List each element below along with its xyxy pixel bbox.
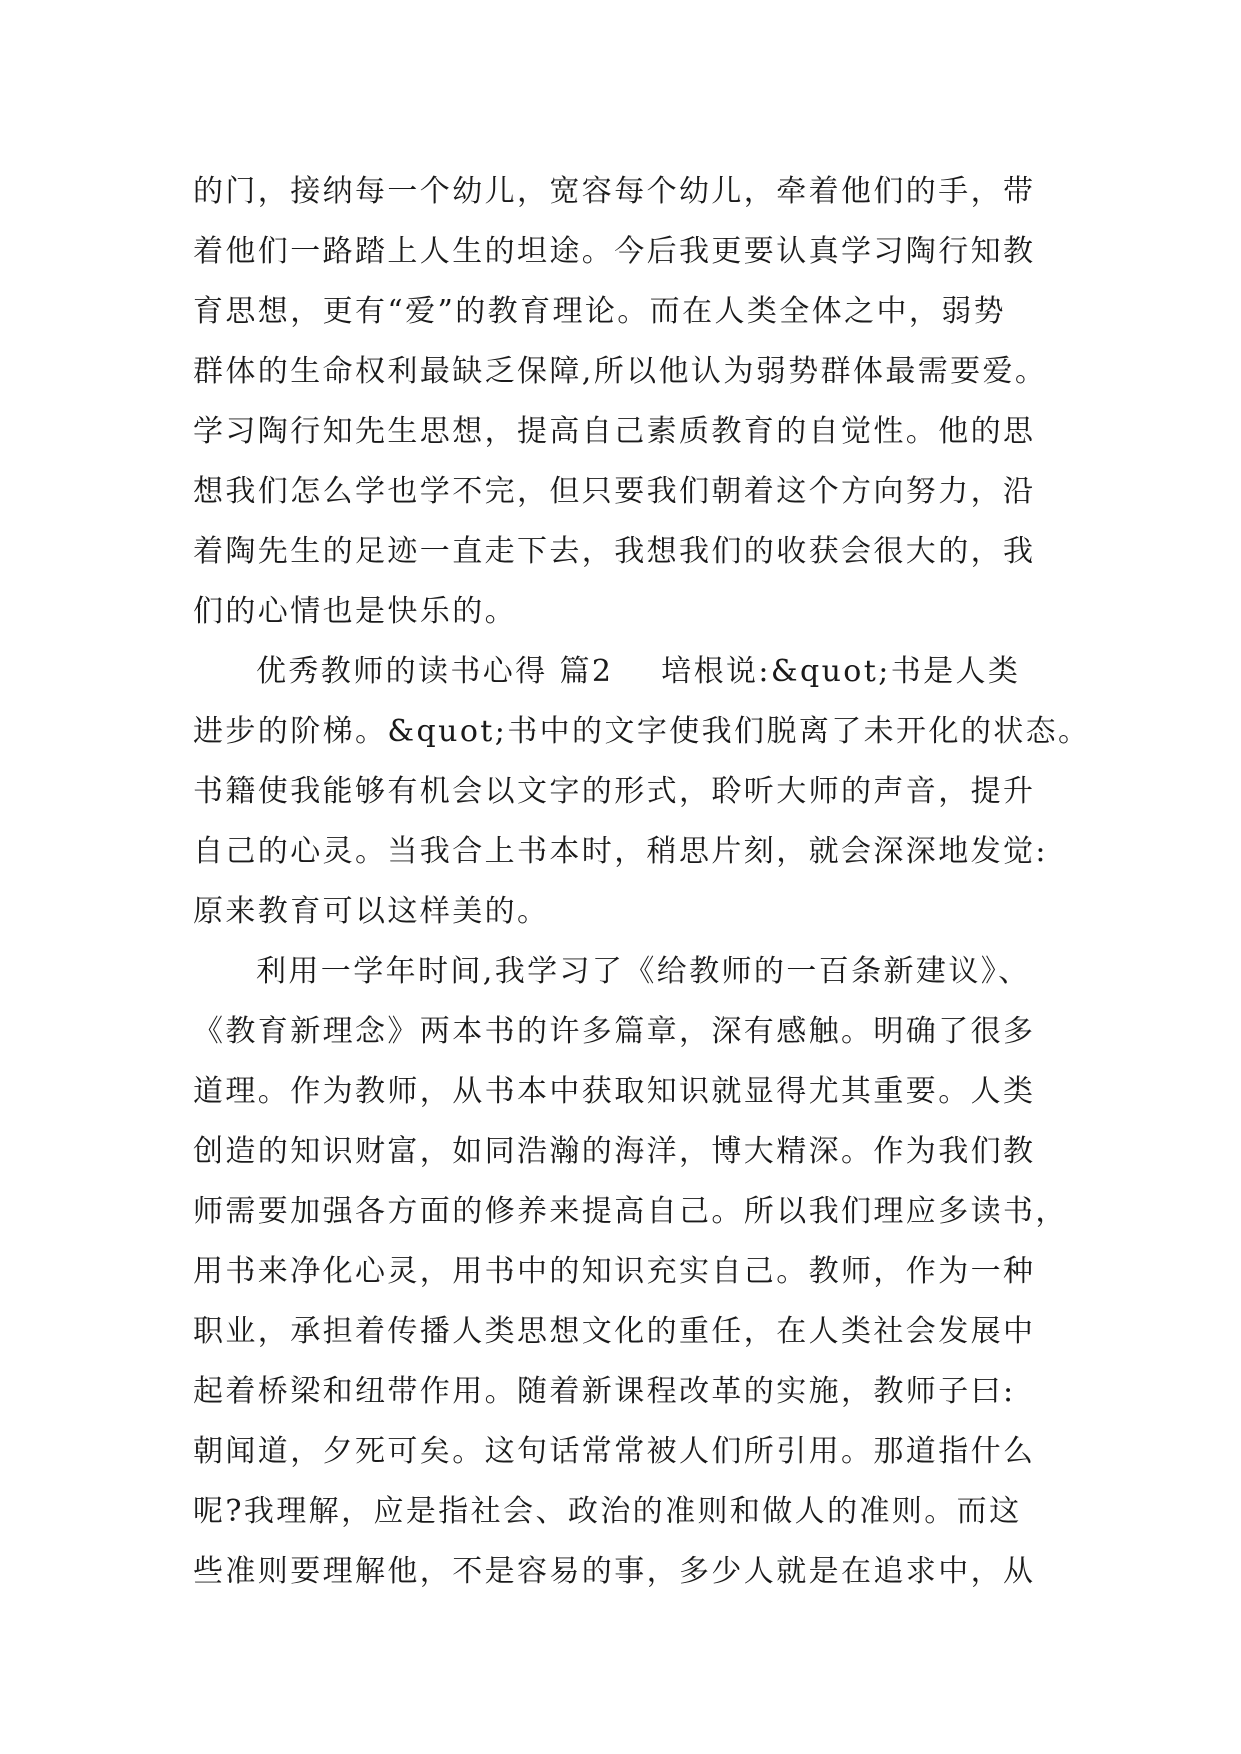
text-line: 师需要加强各方面的修养来提高自己。所以我们理应多读书， (193, 1194, 1068, 1229)
text-line: 起着桥梁和纽带作用。随着新课程改革的实施，教师子曰: (193, 1374, 1016, 1409)
text-line: 进步的阶梯。&quot;书中的文字使我们脱离了未开化的状态。 (193, 714, 1091, 749)
text-line: 们的心情也是快乐的。 (193, 594, 517, 629)
text-line: 朝闻道，夕死可矣。这句话常常被人们所引用。那道指什么 (193, 1434, 1036, 1469)
text-line: 利用一学年时间,我学习了《给教师的一百条新建议》、 (256, 954, 1031, 989)
text-line: 原来教育可以这样美的。 (193, 894, 550, 929)
section-heading-line: 优秀教师的读书心得 篇2 培根说:&quot;书是人类 (256, 654, 1021, 689)
text-line: 群体的生命权利最缺乏保障,所以他认为弱势群体最需要爱。 (193, 354, 1048, 389)
paragraph-3 (193, 942, 1068, 1602)
text-line: 学习陶行知先生思想，提高自己素质教育的自觉性。他的思 (193, 414, 1036, 449)
text-line: 呢?我理解，应是指社会、政治的准则和做人的准则。而这 (193, 1494, 1022, 1529)
paragraph-1 (193, 162, 1053, 642)
text-line: 的门，接纳每一个幼儿，宽容每个幼儿，牵着他们的手，带 (193, 174, 1036, 209)
text-line: 用书来净化心灵，用书中的知识充实自己。教师，作为一种 (193, 1254, 1036, 1289)
text-line: 道理。作为教师，从书本中获取知识就显得尤其重要。人类 (193, 1074, 1036, 1109)
text-line: 想我们怎么学也学不完，但只要我们朝着这个方向努力，沿 (193, 474, 1036, 509)
text-line: 书籍使我能够有机会以文字的形式，聆听大师的声音，提升 (193, 774, 1036, 809)
text-line: 育思想，更有“爱”的教育理论。而在人类全体之中，弱势 (193, 294, 1007, 329)
text-line: 创造的知识财富，如同浩瀚的海洋，博大精深。作为我们教 (193, 1134, 1036, 1169)
text-line: 着他们一路踏上人生的坦途。今后我更要认真学习陶行知教 (193, 234, 1036, 269)
document-body (193, 162, 1091, 1602)
text-line: 《教育新理念》两本书的许多篇章，深有感触。明确了很多 (193, 1014, 1036, 1049)
text-line: 自己的心灵。当我合上书本时，稍思片刻，就会深深地发觉: (193, 834, 1048, 869)
text-line: 职业，承担着传播人类思想文化的重任，在人类社会发展中 (193, 1314, 1036, 1349)
paragraph-2 (193, 642, 1091, 942)
text-line: 些准则要理解他，不是容易的事，多少人就是在追求中，从 (193, 1554, 1036, 1589)
text-line: 着陶先生的足迹一直走下去，我想我们的收获会很大的，我 (193, 534, 1036, 569)
